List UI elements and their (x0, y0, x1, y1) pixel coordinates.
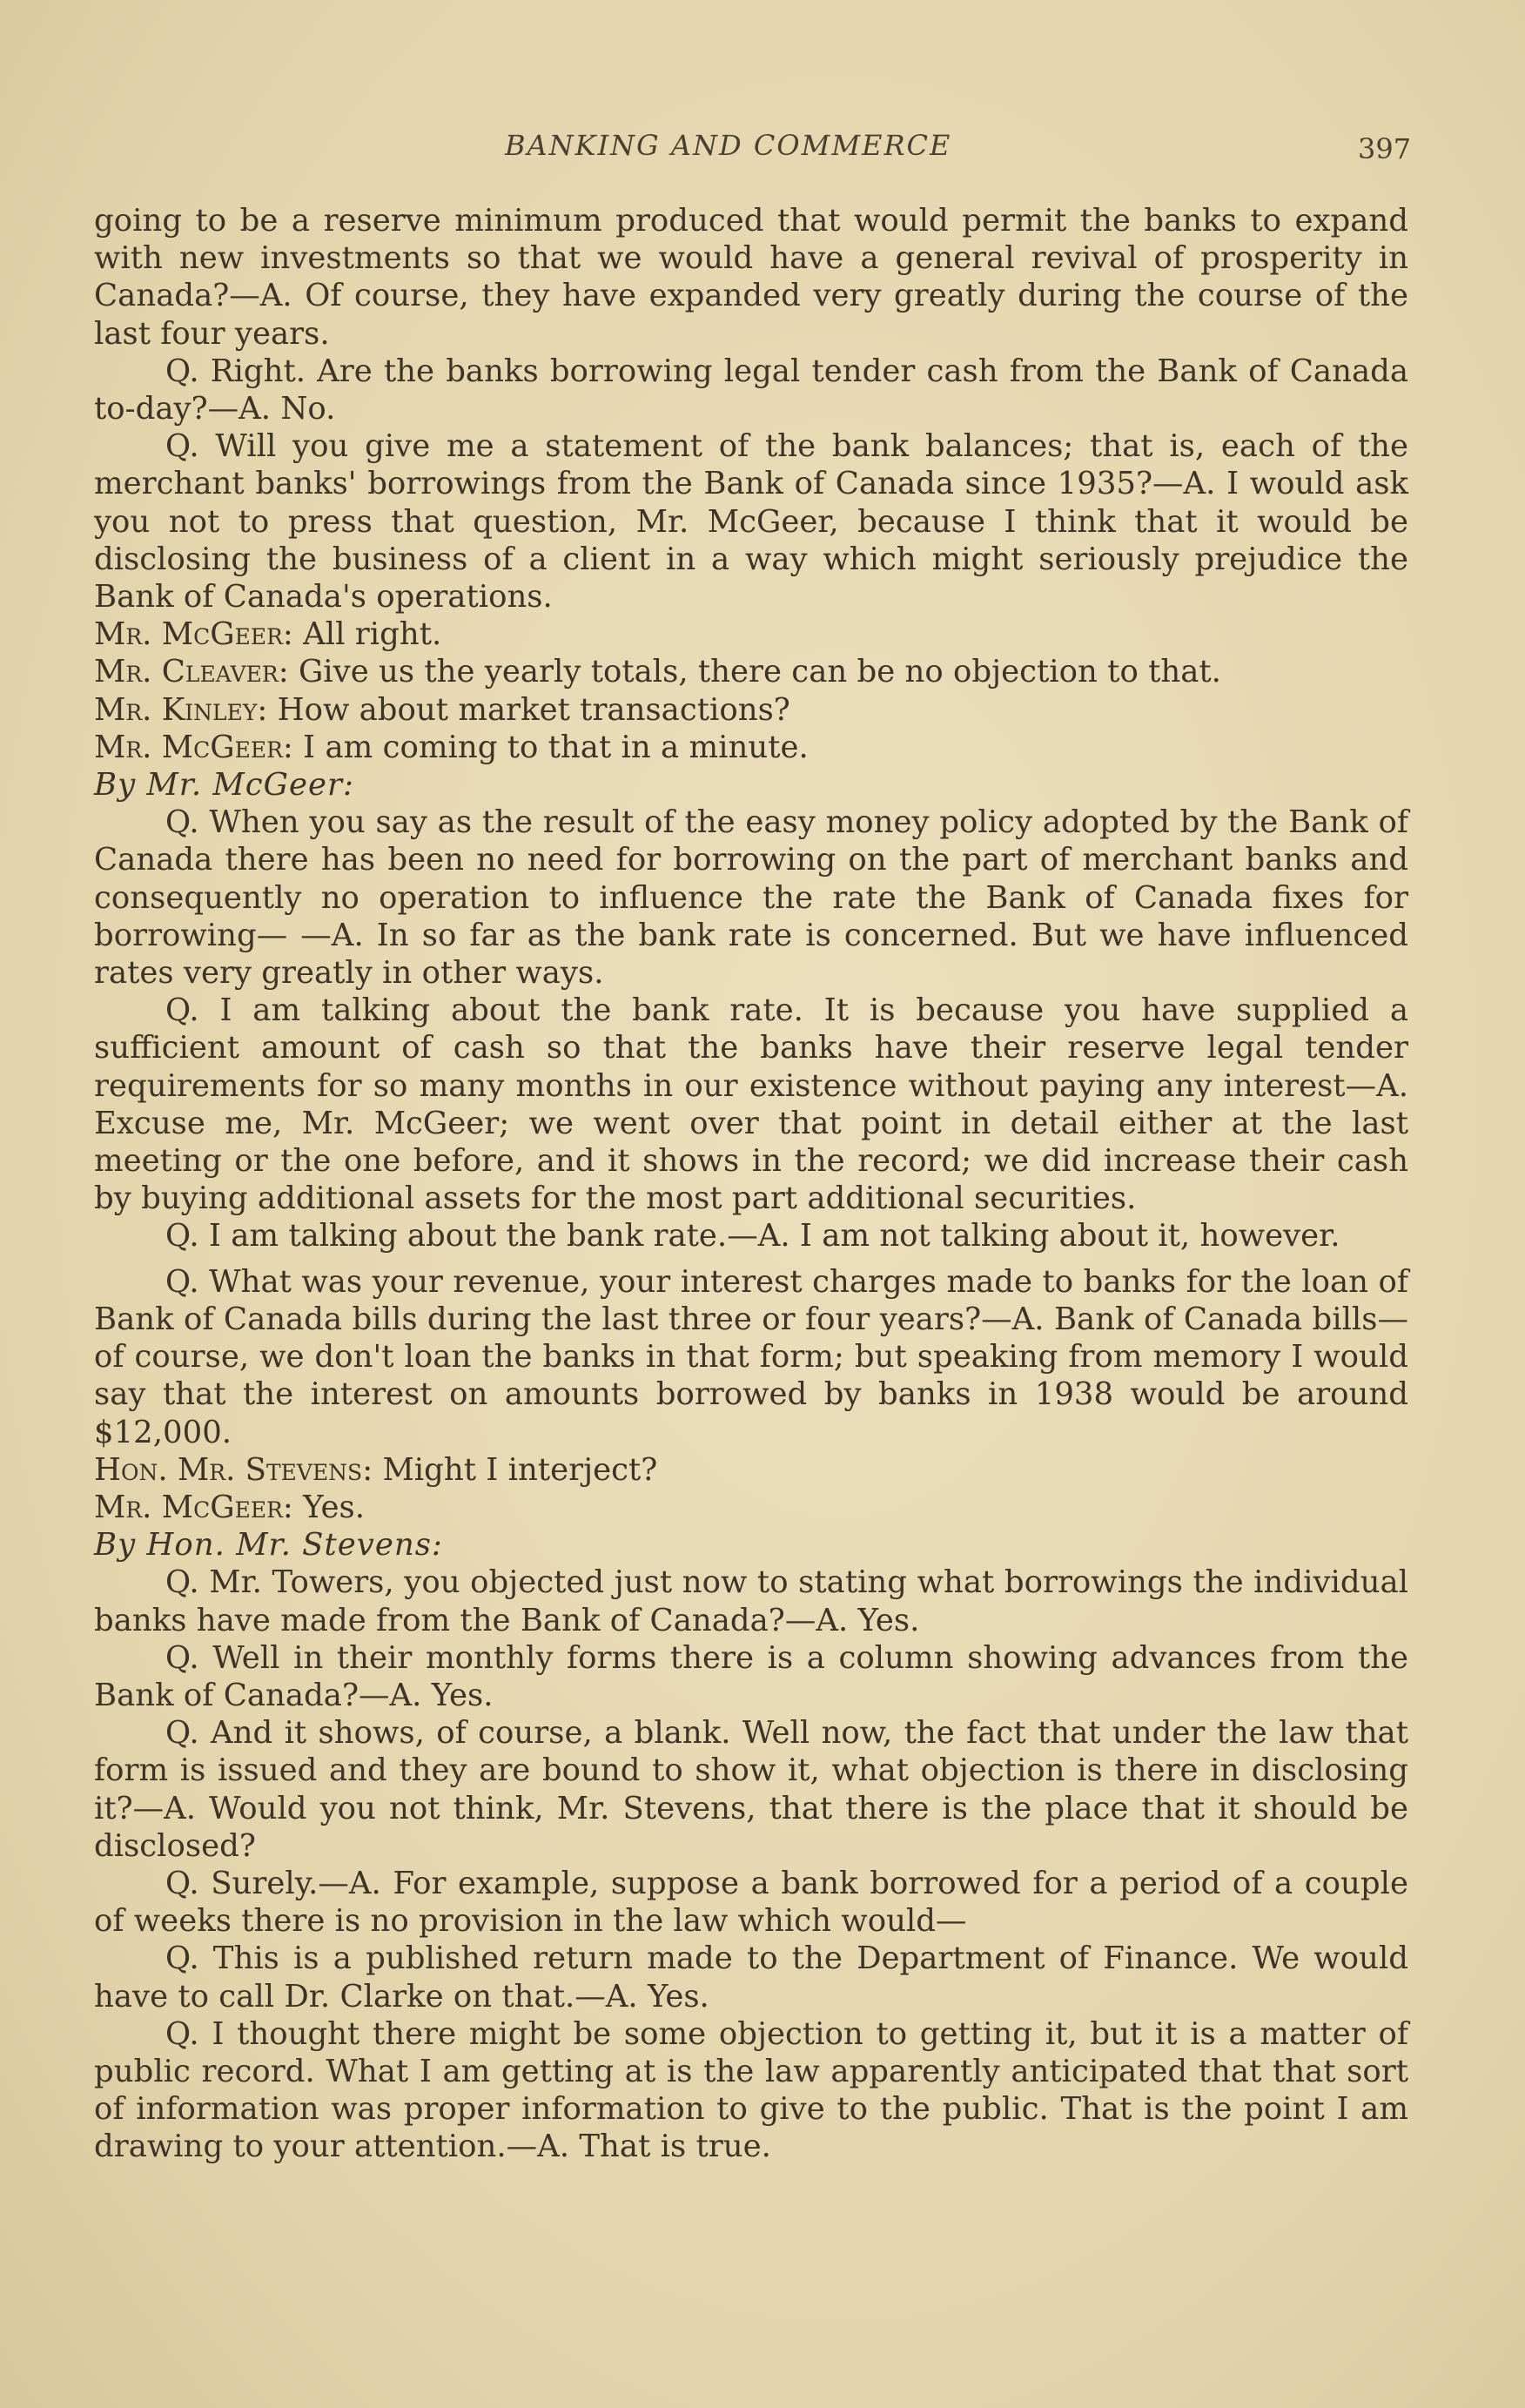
paragraph-3: Q. Will you give me a statement of the bank balances; that is, each of the merchant banks' borrowings from the Bank of Canada since 1935?—A. I would ask you not to press that question, Mr. McGeer, because I think that it would be disclosing the business of a client in a way which might seriously prejudice the Bank of Canada's operations. (94, 428, 1408, 615)
paragraph-8: Q. Mr. Towers, you objected just now to stating what borrowings the individual banks have made from the Bank of Canada?—A. Yes. (94, 1564, 1408, 1638)
speaker-text: How about market transactions? (277, 691, 790, 728)
speaker-line-6 (94, 1489, 1408, 1526)
paragraph-13: Q. I thought there might be some objection to getting it, but it is a matter of public record. What I am getting at is the law apparently anticipated that that sort of information was proper information to give to the public. That is the point I am drawing to your attention.—A. That is true. (94, 2015, 1408, 2165)
speaker-text: I am coming to that in a minute. (303, 729, 809, 765)
speaker-name: Mr. Cleaver: (94, 654, 289, 690)
paragraph-1: going to be a reserve minimum produced that would permit the banks to expand with new investments so that we would have a general revival of prosperity in Canada?—A. Of course, they have expanded very greatly during the course of the last four years. (94, 203, 1408, 352)
paragraph-11: Q. Surely.—A. For example, suppose a bank borrowed for a period of a couple of weeks there is no provision in the law which would— (94, 1865, 1408, 1940)
byline-stevens: By Hon. Mr. Stevens: (94, 1527, 443, 1564)
running-head: BANKING AND COMMERCE (505, 129, 952, 162)
speaker-name: Hon. Mr. Stevens: (94, 1451, 373, 1488)
speaker-name: Mr. Kinley: (94, 691, 268, 728)
paragraph-5: Q. I am talking about the bank rate. It is because you have supplied a sufficient amount of cash so that the banks have their reserve legal tender requirements for so many months in our existence without paying any interest—A. Excuse me, Mr. McGeer; we went over that point in detail either at the last meeting or the one before, and it shows in the record; we did increase their cash by buying additional assets for the most part additional securities. (94, 992, 1408, 1217)
page-header (0, 129, 1525, 172)
speaker-text: Give us the yearly totals, there can be no objection to that. (298, 654, 1221, 690)
paragraph-9: Q. Well in their monthly forms there is a column showing advances from the Bank of Canada?—A. Yes. (94, 1639, 1408, 1713)
speaker-name: Mr. McGeer: (94, 616, 293, 653)
speaker-line-2 (94, 653, 1408, 690)
paragraph-2: Q. Right. Are the banks borrowing legal tender cash from the Bank of Canada to-day?—A. No. (94, 353, 1408, 427)
byline-mcgeer: By Mr. McGeer: (94, 767, 354, 804)
speaker-text: Yes. (303, 1489, 366, 1525)
transcript-body (94, 202, 1408, 2166)
speaker-text: Might I interject? (382, 1451, 658, 1488)
speaker-line-5 (94, 1451, 1408, 1489)
speaker-line-1 (94, 615, 1408, 653)
paragraph-12: Q. This is a published return made to the Department of Finance. We would have to call Dr. Clarke on that.—A. Yes. (94, 1941, 1408, 2015)
paragraph-6: Q. I am talking about the bank rate.—A. I am not talking about it, however. (165, 1218, 1340, 1254)
paragraph-4: Q. When you say as the result of the easy money policy adopted by the Bank of Canada there has been no need for borrowing on the part of merchant banks and consequently no operation to influence the rate the Bank of Canada fixes for borrowing— —A. In so far as the bank rate is concerned. But we have influenced rates very greatly in other ways. (94, 804, 1408, 992)
speaker-name: Mr. McGeer: (94, 729, 293, 765)
speaker-text: All right. (303, 616, 442, 653)
speaker-line-4 (94, 729, 1408, 766)
speaker-line-3 (94, 691, 1408, 729)
paragraph-10: Q. And it shows, of course, a blank. Well now, the fact that under the law that form is issued and they are bound to show it, what objection is there in disclosing it?—A. Would you not think, Mr. Stevens, that there is the place that it should be disclosed? (94, 1715, 1408, 1864)
page-number: 397 (1358, 132, 1412, 165)
paragraph-7: Q. What was your revenue, your interest charges made to banks for the loan of Bank of Canada bills during the last three or four years?—A. Bank of Canada bills—of course, we don't loan the banks in that form; but speaking from memory I would say that the interest on amounts borrowed by banks in 1938 would be around $12,000. (94, 1263, 1408, 1450)
speaker-name: Mr. McGeer: (94, 1489, 293, 1525)
